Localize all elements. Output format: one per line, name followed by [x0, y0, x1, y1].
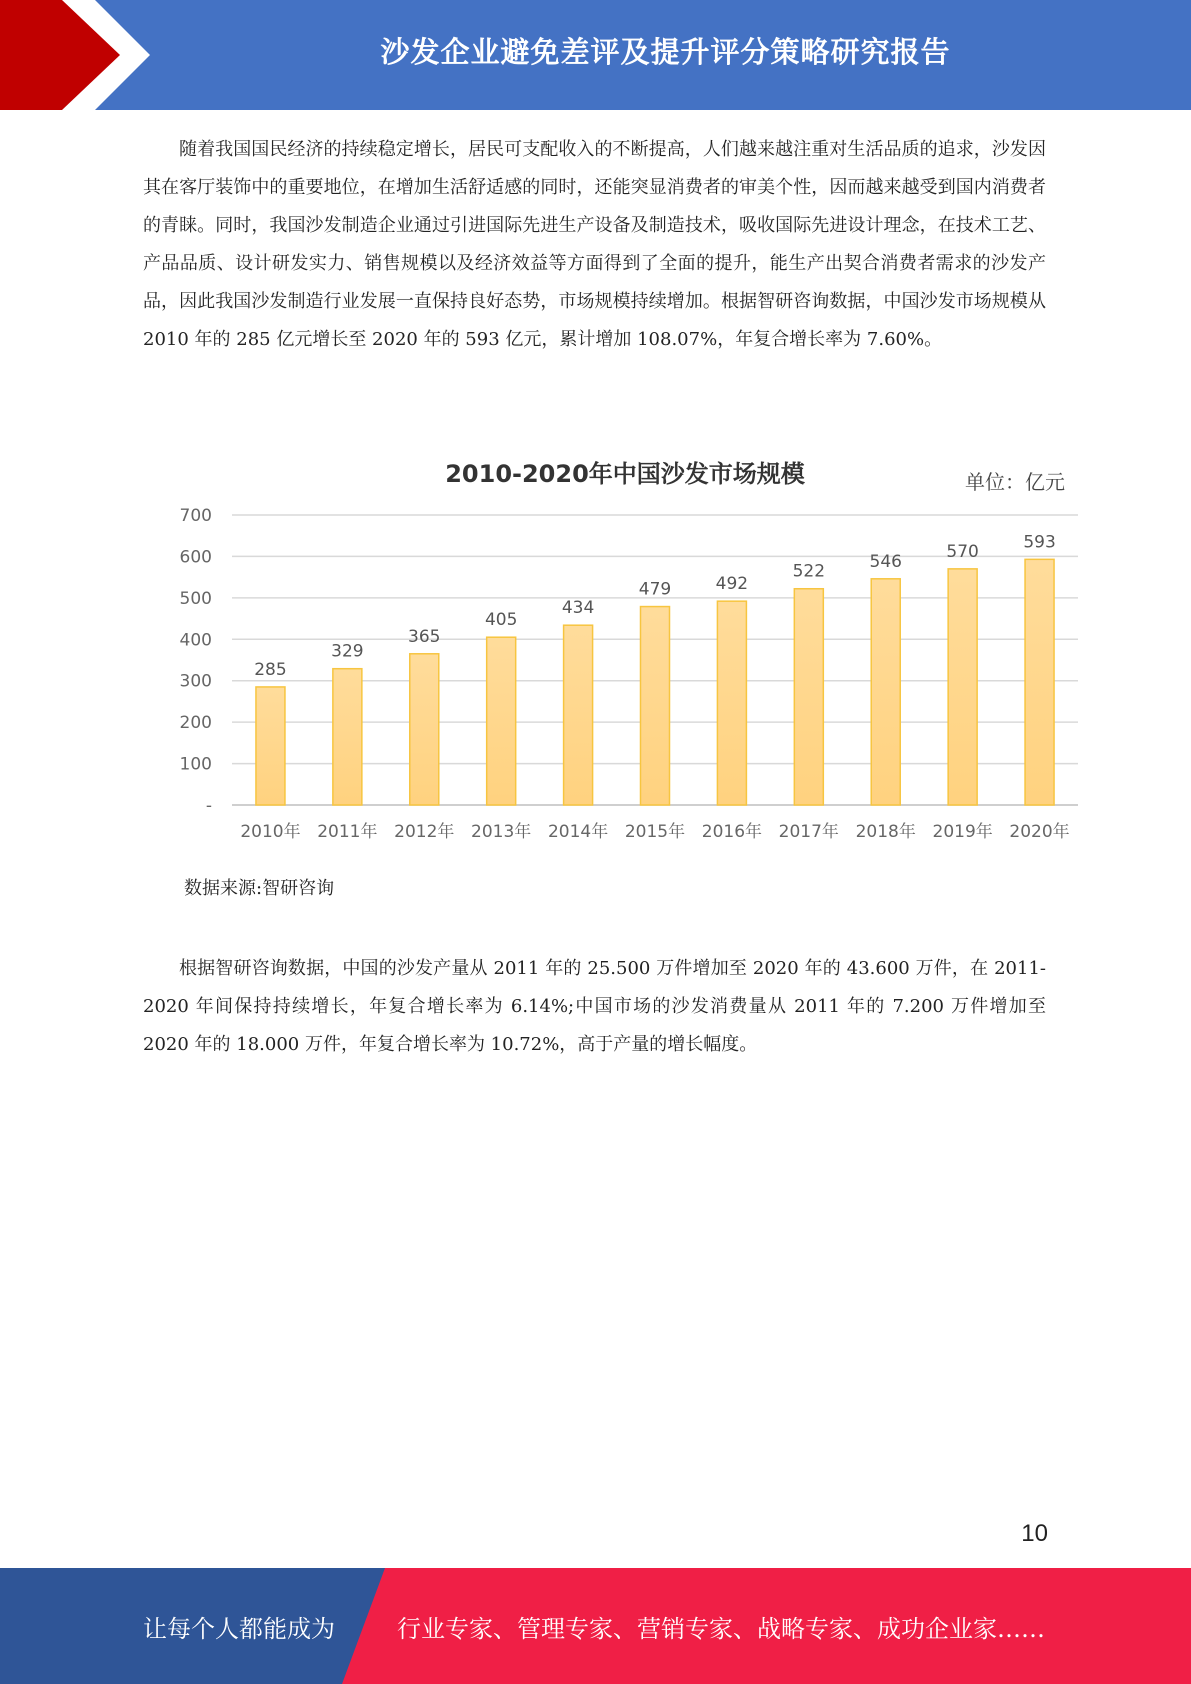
x-tick-label: 2020年 [1009, 822, 1070, 842]
bar [487, 637, 516, 805]
y-tick-label: 100 [179, 754, 212, 775]
data-label: 570 [946, 541, 979, 562]
chart-unit: 单位：亿元 [965, 470, 1065, 494]
data-label: 329 [331, 641, 364, 662]
bar [641, 607, 670, 805]
y-tick-label: 300 [179, 671, 212, 692]
data-label: 479 [638, 579, 672, 600]
data-label: 546 [869, 551, 902, 572]
data-label: 365 [408, 626, 441, 647]
chart-title: 2010-2020年中国沙发市场规模 [445, 460, 805, 488]
x-tick-label: 2015年 [624, 822, 686, 842]
x-tick-label: 2012年 [394, 822, 455, 842]
x-tick-label: 2011年 [317, 822, 378, 842]
page-footer [0, 1568, 1191, 1684]
y-tick-label: 600 [179, 547, 212, 568]
x-tick-label: 2018年 [855, 822, 916, 842]
page-number: 10 [1021, 1520, 1048, 1547]
x-tick-label: 2019年 [932, 822, 993, 842]
bar [256, 687, 285, 805]
production-paragraph: 根据智研咨询数据，中国的沙发产量从 2011 年的 25.500 万件增加至 2020 年的 43.600 万件，在 2011-2020 年间保持持续增长，年复合增长率为 6.14%;中国市场的沙发消费量从 2011 年的 7.200 万件增加至 2020 年的 18.000 万件，年复合增长率为 10.72%，高于产量的增长幅度。 [143, 958, 1046, 1055]
x-tick-label: 2014年 [547, 822, 609, 842]
data-source: 数据来源:智研咨询 [184, 878, 335, 899]
bar [794, 589, 823, 805]
y-tick-label: - [205, 796, 212, 816]
footer-slogan: 让每个人都能成为 [143, 1614, 335, 1643]
x-tick-label: 2016年 [701, 822, 763, 842]
data-label: 593 [1023, 532, 1056, 553]
bar [1025, 559, 1054, 805]
bar [564, 625, 593, 805]
bar [871, 579, 900, 805]
data-label: 405 [484, 610, 518, 631]
page-title: 沙发企业避免差评及提升评分策略研究报告 [380, 34, 951, 69]
data-label: 434 [561, 598, 595, 619]
y-tick-label: 700 [179, 506, 212, 526]
y-tick-label: 200 [179, 713, 212, 734]
x-tick-label: 2017年 [778, 822, 839, 842]
bar [410, 654, 439, 805]
page-header [0, 0, 1191, 110]
header-arrow-decoration [0, 0, 160, 110]
data-label: 285 [254, 659, 287, 680]
bar [717, 601, 746, 805]
footer-roles: 行业专家、管理专家、营销专家、战略专家、成功企业家…… [397, 1614, 1045, 1643]
chart-plot [170, 440, 1090, 850]
bar [333, 669, 362, 805]
x-tick-label: 2010年 [240, 822, 301, 842]
intro-paragraph: 随着我国国民经济的持续稳定增长，居民可支配收入的不断提高，人们越来越注重对生活品质的追求，沙发因其在客厅装饰中的重要地位，在增加生活舒适感的同时，还能突显消费者的审美个性，因而越来越受到国内消费者的青睐。同时，我国沙发制造企业通过引进国际先进生产设备及制造技术，吸收国际先进设计理念，在技术工艺、产品品质、设计研发实力、销售规模以及经济效益等方面得到了全面的提升，能生产出契合消费者需求的沙发产品，因此我国沙发制造行业发展一直保持良好态势，市场规模持续增加。根据智研咨询数据，中国沙发市场规模从 2010 年的 285 亿元增长至 2020 年的 593 亿元，累计增加 108.07%，年复合增长率为 7.60%。 [143, 139, 1046, 350]
bar [948, 569, 977, 805]
data-label: 522 [792, 561, 826, 582]
market-size-chart [170, 440, 1090, 850]
data-label: 492 [715, 574, 749, 595]
y-tick-label: 400 [179, 630, 212, 651]
x-tick-label: 2013年 [471, 822, 532, 842]
y-tick-label: 500 [179, 588, 212, 609]
